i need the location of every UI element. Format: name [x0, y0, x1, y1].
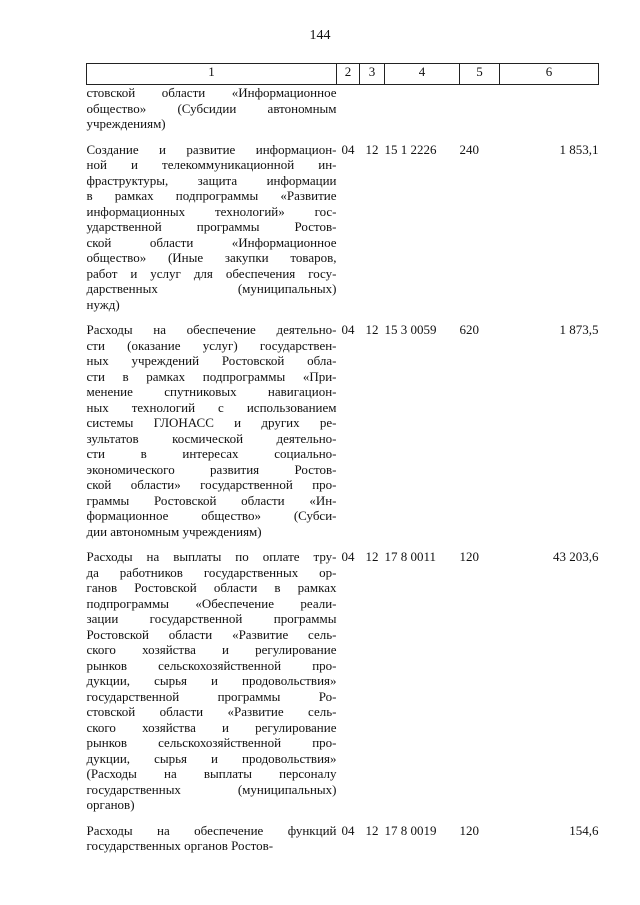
- amount: [500, 85, 599, 132]
- table-row: [87, 85, 599, 132]
- description-line: государственной программы Ро-: [86, 688, 337, 704]
- row-spacer: [87, 312, 599, 322]
- header-col-2: 2: [337, 64, 360, 85]
- description-line: ной и телекоммуникационной ин-: [86, 157, 337, 172]
- description-line: Расходы на обеспечение функций: [86, 822, 337, 838]
- subsection-code: 12: [365, 322, 379, 337]
- description-line: подпрограммы «Обеспечение реали-: [86, 595, 337, 611]
- description-line: сти в рамках подпрограммы «При-: [86, 368, 337, 384]
- target-article-code: [385, 85, 460, 132]
- table-body: [87, 85, 599, 854]
- row-description: [87, 823, 337, 854]
- section-code: 04: [341, 141, 355, 157]
- description-line: общество» (Субсидии автономным: [86, 100, 337, 116]
- subsection-code: 12: [365, 549, 379, 564]
- description-line: ных технологий с использованием: [86, 399, 337, 415]
- header-col-3: 3: [360, 64, 385, 85]
- description-line: сти в интересах социально-: [86, 446, 337, 461]
- row-description: [87, 142, 337, 313]
- description-line: Создание и развитие информацион-: [86, 141, 337, 157]
- description-line: Ростовской области «Развитие сель-: [86, 626, 337, 642]
- expense-type-code: [460, 85, 500, 132]
- description-line: формационное общество» (Субси-: [86, 508, 337, 523]
- expense-type-code: 120: [459, 549, 479, 564]
- description-line: ской области» государственной про-: [86, 477, 337, 492]
- page-number: 144: [309, 28, 331, 43]
- description-line: стовской области «Развитие сель-: [86, 704, 337, 719]
- table-row: [87, 142, 599, 313]
- budget-table: [86, 63, 599, 854]
- description-line: Расходы на выплаты по оплате тру-: [86, 549, 337, 564]
- row-description: [87, 322, 337, 539]
- header-col-6: 6: [500, 64, 599, 85]
- table-row: [87, 322, 599, 539]
- description-line: дарственных (муниципальных): [86, 281, 337, 296]
- row-spacer: [87, 813, 599, 823]
- section-code: [337, 85, 360, 132]
- description-line: менение спутниковых навигацион-: [86, 384, 337, 399]
- header-col-5: 5: [460, 64, 500, 85]
- description-line: ганов Ростовской области в рамках: [86, 580, 337, 595]
- description-line: экономического развития Ростов-: [86, 461, 337, 477]
- description-line: работ и услуг для обеспечения госу-: [86, 265, 337, 281]
- description-line: в рамках подпрограммы «Развитие: [86, 188, 337, 203]
- description-line: государственных (муниципальных): [86, 781, 337, 797]
- description-line: ского хозяйства и регулирование: [86, 642, 337, 657]
- description-line: рынков сельскохозяйственной про-: [86, 657, 337, 673]
- description-line: да работников государственных ор-: [86, 564, 337, 580]
- subsection-code: [360, 85, 385, 132]
- description-line: рынков сельскохозяйственной про-: [86, 735, 337, 750]
- amount: 43 203,6: [553, 549, 599, 564]
- description-line: нужд): [86, 296, 120, 312]
- description-line: общество» (Иные закупки товаров,: [86, 250, 337, 265]
- description-line: дукции, сырья и продовольствия»: [86, 750, 337, 766]
- subsection-code: 12: [365, 141, 379, 157]
- description-line: сти (оказание услуг) государствен-: [86, 337, 337, 353]
- amount: 154,6: [569, 822, 599, 838]
- row-spacer: [87, 539, 599, 549]
- header-col-1: 1: [87, 64, 337, 85]
- description-line: Расходы на обеспечение деятельно-: [86, 322, 337, 337]
- table-row: [87, 549, 599, 813]
- description-line: органов): [86, 797, 135, 812]
- description-line: ударственной программы Ростов-: [86, 219, 337, 234]
- target-article-code: 17 8 0011: [384, 549, 437, 564]
- expense-type-code: 240: [459, 141, 479, 157]
- amount: 1 873,5: [559, 322, 599, 337]
- row-spacer: [87, 132, 599, 142]
- target-article-code: 17 8 0019: [384, 822, 437, 838]
- description-line: ской области «Информационное: [86, 234, 337, 250]
- description-line: системы ГЛОНАСС и других ре-: [86, 415, 337, 430]
- target-article-code: 15 3 0059: [384, 322, 437, 337]
- description-line: дукции, сырья и продовольствия»: [86, 673, 337, 688]
- section-code: 04: [341, 822, 355, 838]
- description-line: зации государственной программы: [86, 611, 337, 626]
- section-code: 04: [341, 549, 355, 564]
- row-description: [87, 85, 337, 132]
- description-line: зультатов космической деятельно-: [86, 430, 337, 446]
- table-header: [87, 64, 599, 85]
- description-line: дии автономным учреждениям): [86, 523, 262, 539]
- target-article-code: 15 1 2226: [384, 141, 437, 157]
- description-line: государственных органов Ростов-: [86, 838, 274, 853]
- section-code: 04: [341, 322, 355, 337]
- header-col-4: 4: [385, 64, 460, 85]
- description-line: информационных технологий» гос-: [86, 203, 337, 219]
- description-line: учреждениям): [86, 116, 166, 131]
- description-line: ных учреждений Ростовской обла-: [86, 353, 337, 368]
- subsection-code: 12: [365, 822, 379, 838]
- expense-type-code: 120: [459, 822, 479, 838]
- description-line: граммы Ростовской области «Ин-: [86, 492, 337, 508]
- row-description: [87, 549, 337, 813]
- description-line: фраструктуры, защита информации: [86, 172, 337, 188]
- table-row: [87, 823, 599, 854]
- description-line: ского хозяйства и регулирование: [86, 719, 337, 735]
- amount: 1 853,1: [559, 141, 599, 157]
- description-line: (Расходы на выплаты персоналу: [86, 766, 337, 781]
- description-line: стовской области «Информационное: [86, 85, 337, 100]
- expense-type-code: 620: [459, 322, 479, 337]
